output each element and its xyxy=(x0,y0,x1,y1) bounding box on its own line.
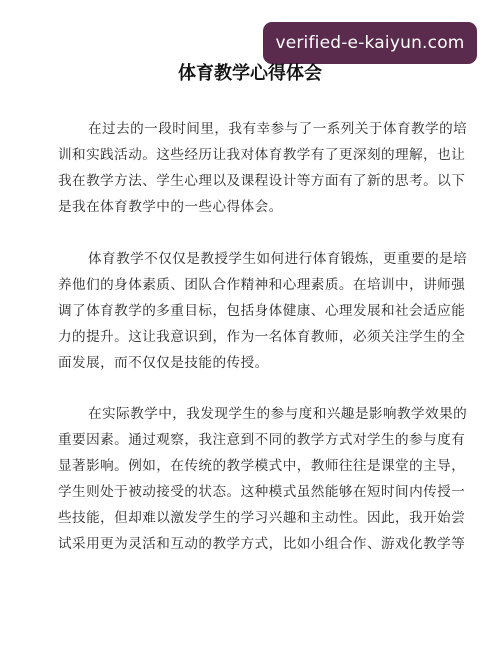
paragraph-line: 些技能，但却难以激发学生的学习兴趣和主动性。因此，我开始尝 xyxy=(58,510,466,526)
paragraph-line: 显著影响。例如，在传统的教学模式中，教师往往是课堂的主导， xyxy=(58,458,466,474)
paragraph-line: 是我在体育教学中的一些心得体会。 xyxy=(58,199,283,215)
paragraph-line: 调了体育教学的多重目标，包括身体健康、心理发展和社会适应能 xyxy=(58,303,466,319)
document-title: 体育教学心得体会 xyxy=(178,63,322,84)
paragraph-line: 我在教学方法、学生心理以及课程设计等方面有了新的思考。以下 xyxy=(58,173,466,189)
paragraph-line: 面发展，而不仅仅是技能的传授。 xyxy=(58,355,269,371)
paragraph-line: 力的提升。这让我意识到，作为一名体育教师，必须关注学生的全 xyxy=(58,329,466,345)
paragraph-line: 在实际教学中，我发现学生的参与度和兴趣是影响教学效果的 xyxy=(88,406,468,422)
paragraph-line: 重要因素。通过观察，我注意到不同的教学方式对学生的参与度有 xyxy=(58,432,466,448)
watermark-badge: verified-e-kaiyun.com xyxy=(263,22,477,64)
paragraph-line: 体育教学不仅仅是教授学生如何进行体育锻炼，更重要的是培 xyxy=(88,251,468,267)
paragraph-line: 试采用更为灵活和互动的教学方式，比如小组合作、游戏化教学等 xyxy=(58,536,466,552)
paragraph-line: 在过去的一段时间里，我有幸参与了一系列关于体育教学的培 xyxy=(88,121,468,137)
paragraph-line: 训和实践活动。这些经历让我对体育教学有了更深刻的理解，也让 xyxy=(58,147,466,163)
paragraph-line: 养他们的身体素质、团队合作精神和心理素质。在培训中，讲师强 xyxy=(58,277,466,293)
paragraph-line: 学生则处于被动接受的状态。这种模式虽然能够在短时间内传授一 xyxy=(58,484,466,500)
